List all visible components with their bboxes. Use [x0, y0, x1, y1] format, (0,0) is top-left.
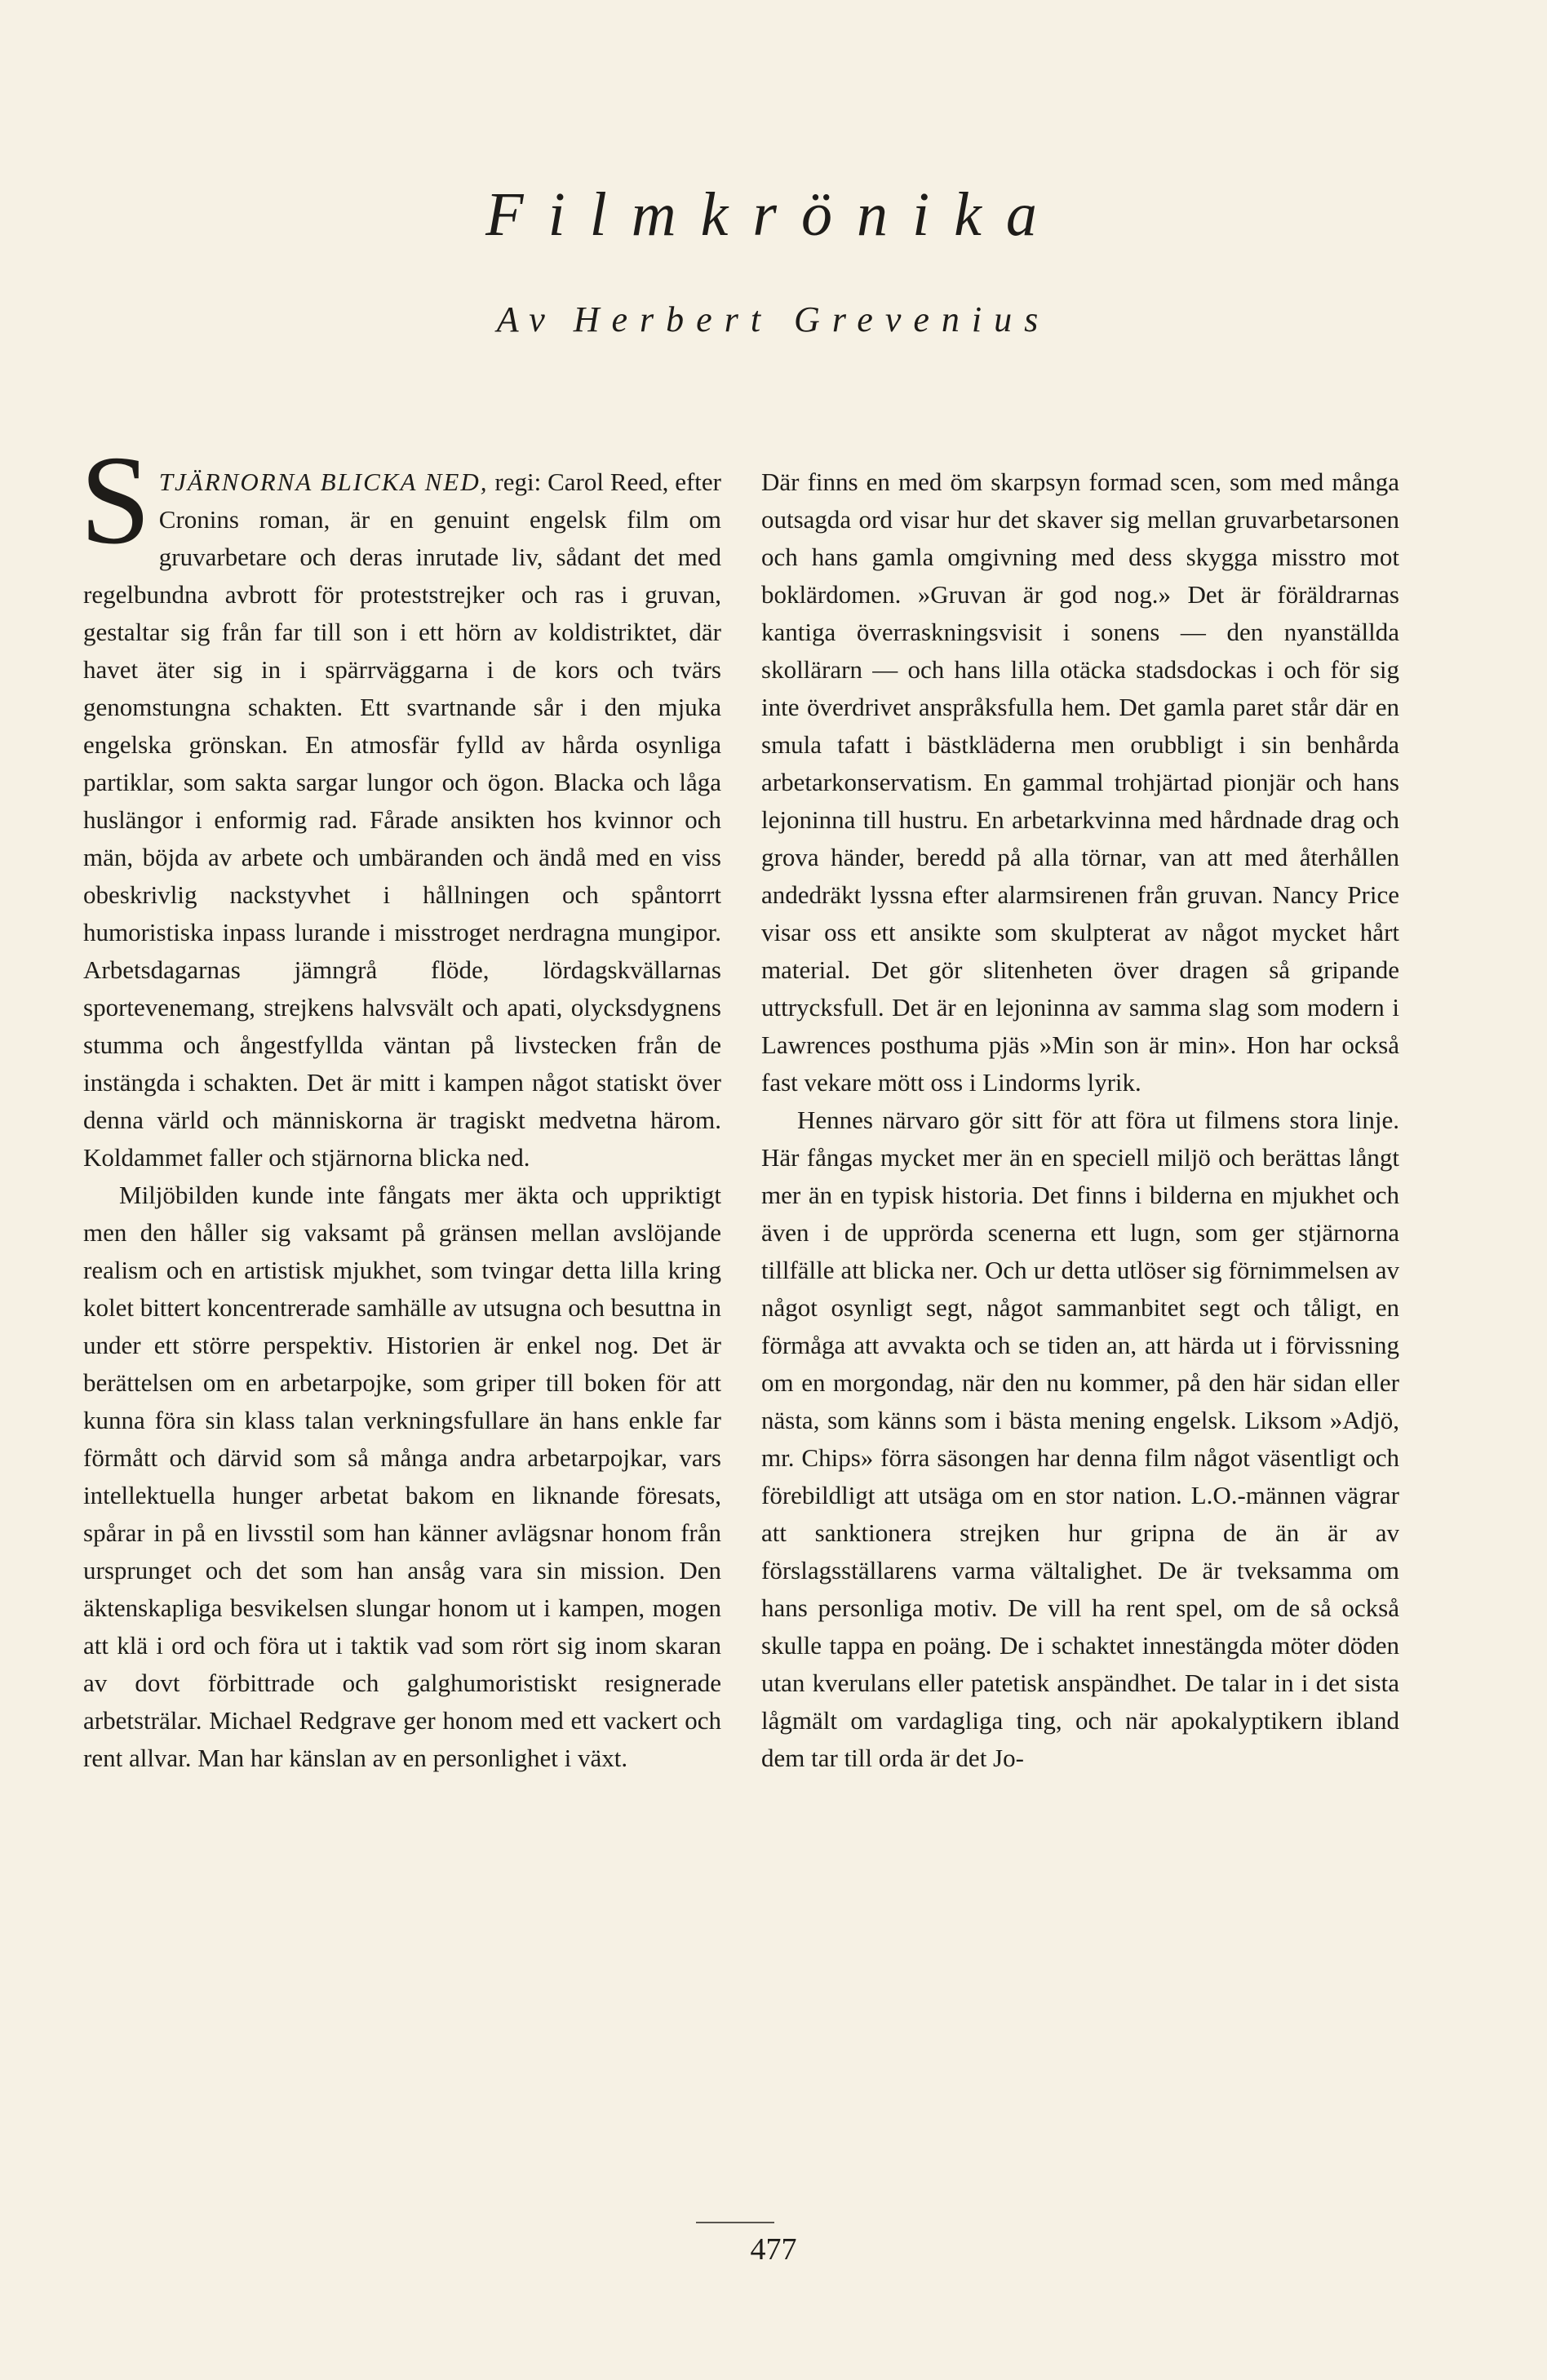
author-name: Herbert Grevenius: [573, 299, 1051, 339]
drop-cap: S: [80, 429, 151, 570]
page-number: 477: [750, 2232, 797, 2267]
paragraph: Miljöbilden kunde inte fångats mer äkta och uppriktigt men den håller sig vaksamt på gränsen mellan avslöjande realism och en artistisk mjukhet, som tvingar detta lilla kring kolet bittert koncentrerade samhälle av utsugna och besuttna in under ett större perspektiv. Historien är enkel nog. Det är berättelsen om en arbetarpojke, som griper till boken för att kunna föra sin klass talan verkningsfullare än hans enkle far förmått och därvid som så många andra arbetarpojkar, vars intellektuella hunger arbetat bakom en liknande föresats, spårar in på en livsstil som han känner avlägsnar honom från ursprunget och det som han ansåg vara sin mission. Den äktenskapliga besvikelsen slungar honom ut i kampen, mogen att klä i ord och föra ut i taktik vad som rört sig inom skaran av dovt förbittrade och galghumoristiskt resignerade arbetsträlar. Michael Redgrave ger honom med ett vackert och rent allvar. Man har känslan av en personlighet i växt.: [83, 1181, 721, 1772]
paragraph: Hennes närvaro gör sitt för att föra ut filmens stora linje. Här fångas mycket mer än en speciell miljö och berättas långt mer än en typisk historia. Det finns i bilderna en mjukhet och även i de upprörda scenerna ett lugn, som ger stjärnorna tillfälle att blicka ner. Och ur detta utlöser sig förnimmelsen av något osynligt segt, något sammanbitet segt och tåligt, en förmåga att avvakta och se tiden an, att härda ut i förvissning om en morgondag, när den nu kommer, på den här sidan eller nästa, som känns som i bästa mening engelsk. Liksom »Adjö, mr. Chips» förra säsongen har denna film något väsentligt och förebildligt att utsäga om en stor nation. L.O.-männen vägrar att sanktionera strejken hur gripna de än är av förslagsställarens varma vältalighet. De är tveksamma om hans personliga motiv. De vill ha rent spel, om de så också skulle tappa en poäng. De i schaktet innestängda möter döden utan kverulans eller patetisk anspändhet. De talar in i det sista lågmält om vardagliga ting, och när apokalyptikern ibland dem tar till orda är det Jo-: [761, 1106, 1399, 1772]
page-title: Filmkrönika: [485, 180, 1062, 249]
footer-rule: [696, 2222, 774, 2223]
byline: [0, 299, 1547, 339]
paragraph: Där finns en med öm skarpsyn formad scen, som med många outsagda ord visar hur det skaver sig mellan gruvarbetarsonen och hans gamla omgivning med dess skygga misstro mot boklärdomen. »Gruvan är god nog.» Det är föräldrarnas kantiga överraskningsvisit i sonens — den nyanställda skollärarn — och hans lilla otäcka stadsdockas i och för sig inte överdrivet anspråksfulla hem. Det gamla paret står där en smula tafatt i bästkläderna men orubbligt i sin benhårda arbetarkonservatism. En gammal trohjärtad pionjär och hans lejoninna till hustru. En arbetarkvinna med hårdnade drag och grova händer, beredd på alla törnar, van att med återhållen andedräkt lyssna efter alarmsirenen från gruvan. Nancy Price visar oss ett ansikte som skulpterat av något mycket hårt material. Det gör slitenheten över dragen så gripande uttrycksfull. Det är en lejoninna av samma slag som modern i Lawrences posthuma pjäs »Min son är min». Hon har också fast vekare mött oss i Lindorms lyrik.: [761, 468, 1399, 1097]
byline-prefix: Av: [496, 299, 557, 339]
paragraph: [80, 429, 722, 1177]
paragraph-text: regi: Carol Reed, efter Cronins roman, är en genuint engelsk film om gruvarbetare och deras inrutade liv, sådant det med regelbundna avbrott för proteststrejker och ras i gruvan, gestaltar sig från far till son i ett hörn av koldistriktet, där havet äter sig in i spärrväggarna i de kors och tvärs genomstungna schakten. Ett svartnande sår i den mjuka engelska grönskan. En atmosfär fylld av hårda osynliga partiklar, som sakta sargar lungor och ögon. Blacka och låga huslängor i enformig rad. Fårade ansikten hos kvinnor och män, böjda av arbete och umbäranden och ändå med en viss obeskrivlig nackstyvhet i hållningen och spåntorrt humoristiska inpass lurande i misstroget nerdragna mungipor. Arbetsdagarnas jämngrå flöde, lördagskvällarnas sportevenemang, strejkens halvsvält och apati, olycksdygnens stumma och ångestfyllda väntan på livstecken från de instängda i schakten. Det är mitt i kampen något statiskt över denna värld och människorna är tragiskt medvetna härom. Koldammet faller och stjärnorna blicka ned.: [83, 468, 722, 1172]
right-column: [761, 463, 1399, 1777]
left-column: [80, 429, 722, 1777]
film-title-caps: TJÄRNORNA BLICKA NED,: [158, 468, 489, 496]
